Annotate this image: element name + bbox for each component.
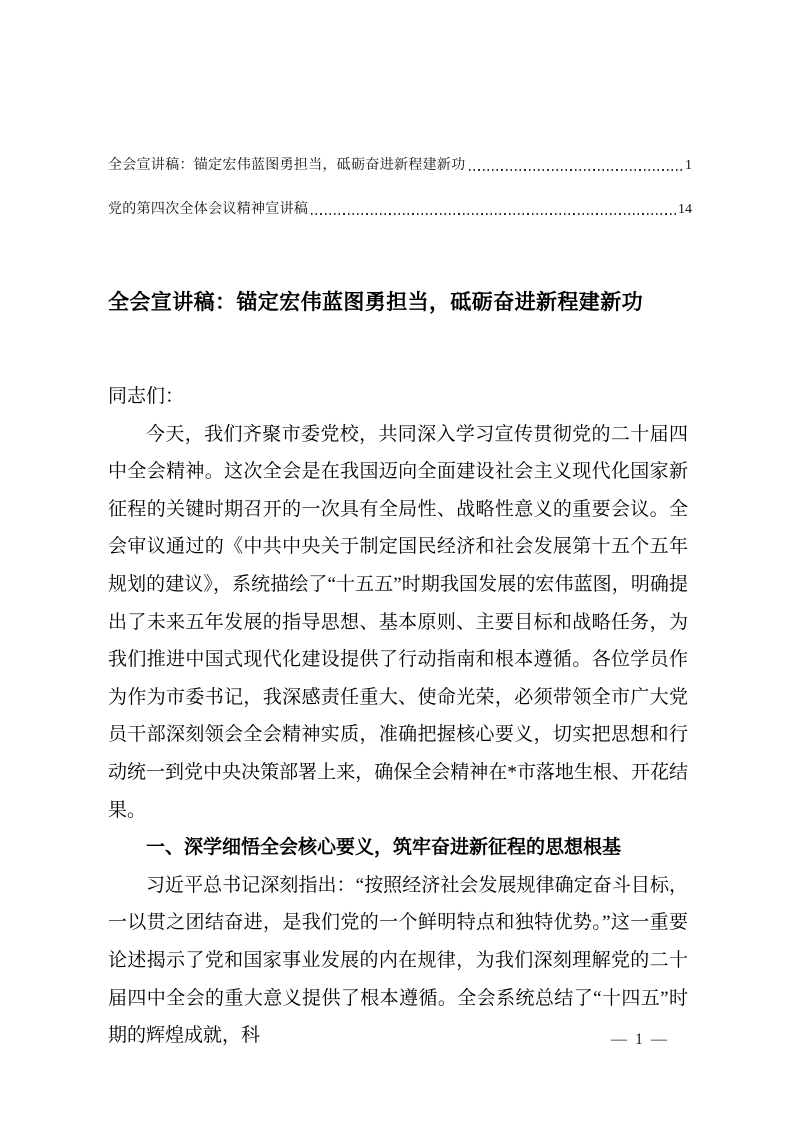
document-body: [108, 378, 688, 1055]
toc-entry[interactable]: [108, 156, 692, 174]
toc-entry-title: 全会宣讲稿：锚定宏伟蓝图勇担当，砥砺奋进新程建新功: [108, 158, 466, 173]
toc-dot-leader: [311, 213, 676, 215]
toc-entry[interactable]: [108, 200, 692, 218]
paragraph-1: 今天，我们齐聚市委党校，共同深入学习宣传贯彻党的二十届四中全会精神。这次全会是在我国迈向全面建设社会主义现代化国家新征程的关键时期召开的一次具有全局性、战略性意义的重要会议。全会审议通过的《中共中央关于制定国民经济和社会发展第十五个五年规划的建议》，系统描绘了“十五五”时期我国发展的宏伟蓝图，明确提出了未来五年发展的指导思想、基本原则、主要目标和战略任务，为我们推进中国式现代化建设提供了行动指南和根本遵循。各位学员作为作为市委书记，我深感责任重大、使命光荣，必须带领全市广大党员干部深刻领会全会精神实质，准确把握核心要义，切实把思想和行动统一到党中央决策部署上来，确保全会精神在*市落地生根、开花结果。: [108, 423, 688, 821]
toc-dot-leader: [469, 169, 684, 171]
table-of-contents: [108, 156, 692, 244]
section-heading-1: 一、深学细悟全会核心要义，筑牢奋进新征程的思想根基: [146, 837, 622, 859]
toc-entry-page-number: 14: [678, 202, 692, 217]
document-title: 全会宣讲稿：锚定宏伟蓝图勇担当，砥砺奋进新程建新功: [108, 291, 643, 314]
toc-entry-title: 党的第四次全体会议精神宣讲稿: [108, 202, 309, 217]
paragraph-2: 习近平总书记深刻指出：“按照经济社会发展规律确定奋斗目标，一以贯之团结奋进，是我们党的一个鲜明特点和独特优势。”这一重要论述揭示了党和国家事业发展的内在规律，为我们深刻理解党的二十届四中全会的重大意义提供了根本遵循。全会系统总结了“十四五”时期的辉煌成就，科: [108, 874, 688, 1047]
page-number-footer: — 1 —: [611, 1031, 669, 1048]
salutation: 同志们：: [108, 386, 185, 407]
toc-entry-page-number: 1: [685, 158, 692, 173]
